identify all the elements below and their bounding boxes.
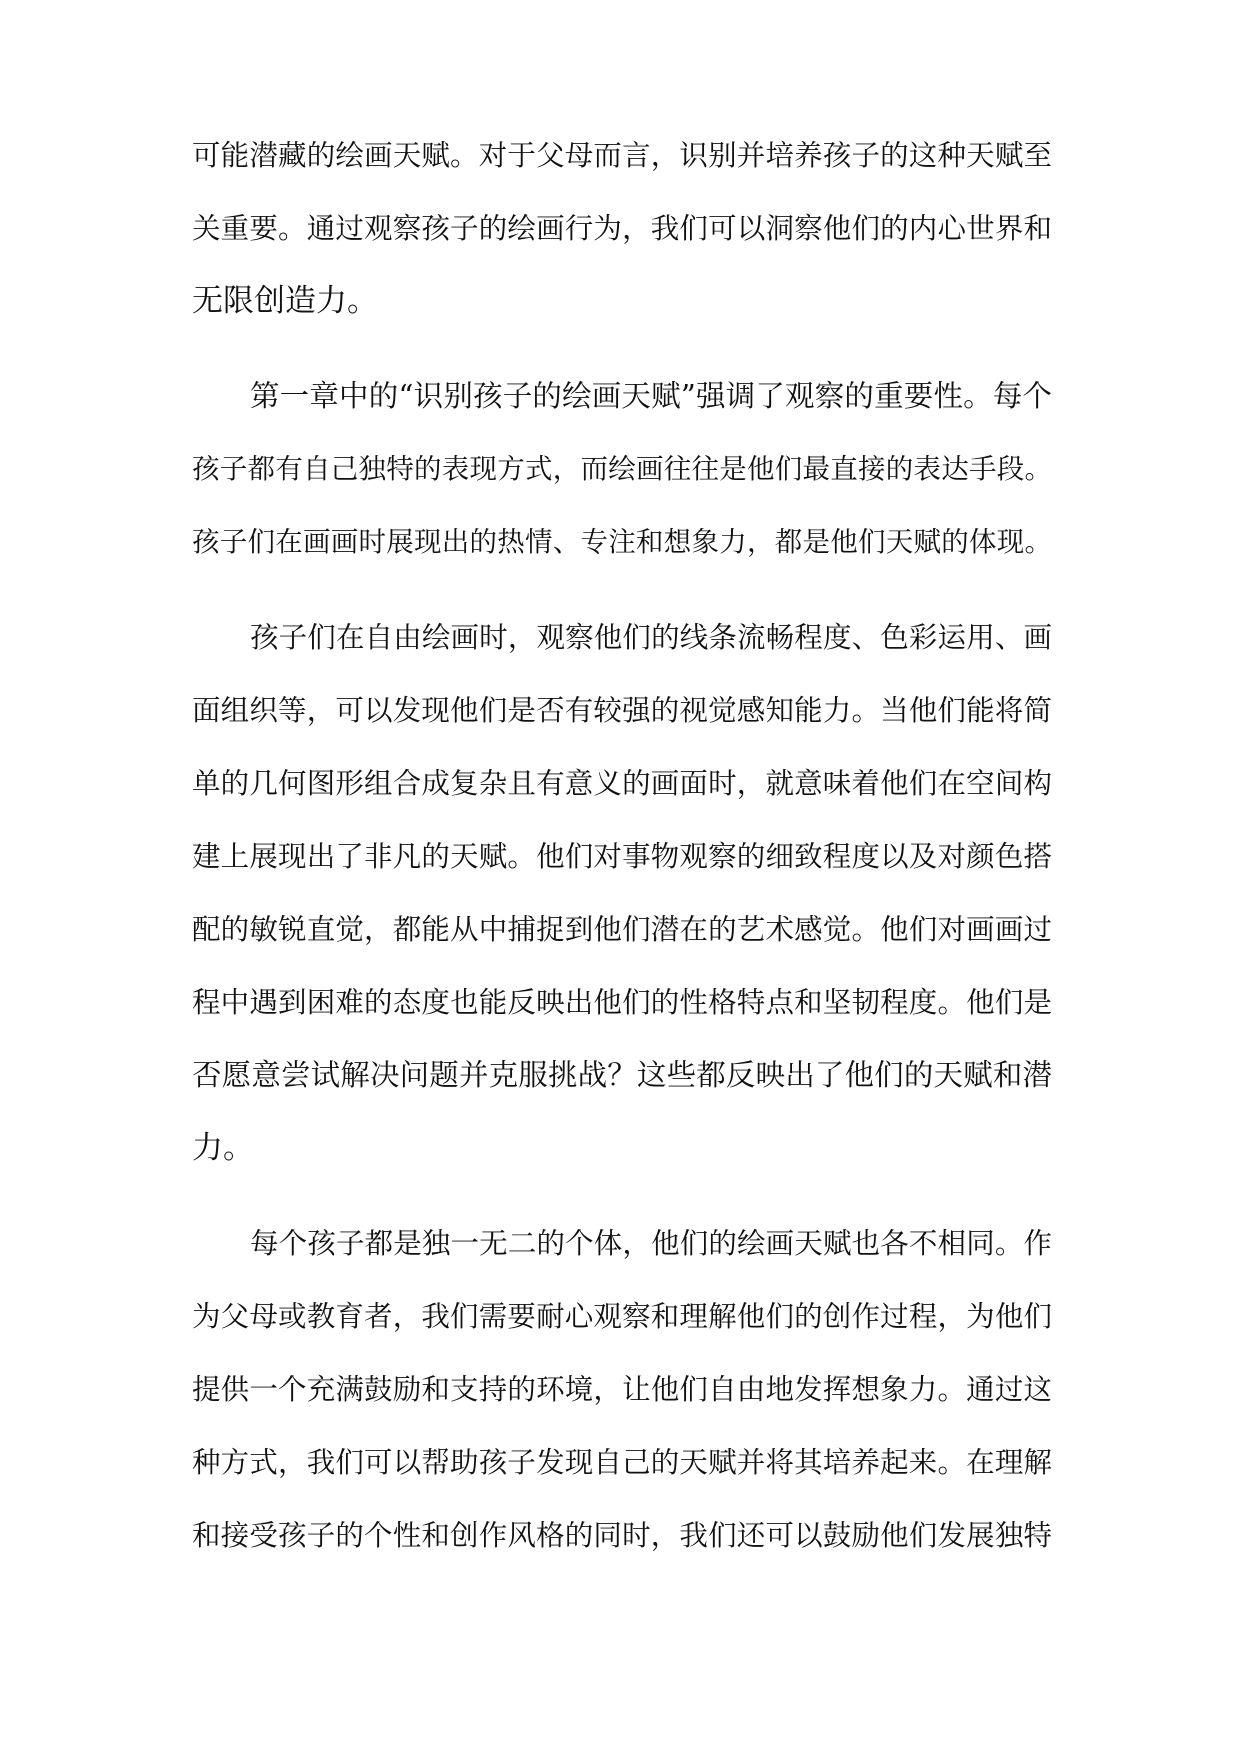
paragraph-line: 孩子都有自己独特的表现方式，而绘画往往是他们最直接的表达手段。 <box>192 453 1052 485</box>
paragraph-line: 孩子们在画画时展现出的热情、专注和想象力，都是他们天赋的体现。 <box>192 526 1052 558</box>
paragraph-line: 建上展现出了非凡的天赋。他们对事物观察的细致程度以及对颜色搭 <box>192 840 1052 873</box>
paragraph-line: 程中遇到困难的态度也能反映出他们的性格特点和坚韧程度。他们是 <box>192 986 1052 1019</box>
paragraph-line: 孩子们在自由绘画时，观察他们的线条流畅程度、色彩运用、画 <box>250 621 1052 654</box>
paragraph-line: 单的几何图形组合成复杂且有意义的画面时，就意味着他们在空间构 <box>192 767 1052 800</box>
paragraph-line: 提供一个充满鼓励和支持的环境，让他们自由地发挥想象力。通过这 <box>192 1373 1052 1406</box>
paragraph-line: 为父母或教育者，我们需要耐心观察和理解他们的创作过程，为他们 <box>192 1300 1052 1333</box>
paragraph-line: 可能潜藏的绘画天赋。对于父母而言，识别并培养孩子的这种天赋至 <box>192 139 1052 172</box>
paragraph-line: 无限创造力。 <box>192 283 378 319</box>
paragraph-line: 力。 <box>192 1130 254 1166</box>
paragraph-line: 第一章中的“识别孩子的绘画天赋”强调了观察的重要性。每个 <box>250 379 1052 413</box>
paragraph-line: 种方式，我们可以帮助孩子发现自己的天赋并将其培养起来。在理解 <box>192 1446 1052 1479</box>
paragraph-line: 面组织等，可以发现他们是否有较强的视觉感知能力。当他们能将简 <box>192 694 1052 727</box>
paragraph-line: 否愿意尝试解决问题并克服挑战？这些都反映出了他们的天赋和潜 <box>192 1058 1052 1092</box>
paragraph-line: 关重要。通过观察孩子的绘画行为，我们可以洞察他们的内心世界和 <box>192 212 1052 245</box>
paragraph-line: 每个孩子都是独一无二的个体，他们的绘画天赋也各不相同。作 <box>250 1227 1052 1260</box>
paragraph-line: 和接受孩子的个性和创作风格的同时，我们还可以鼓励他们发展独特 <box>192 1519 1052 1552</box>
paragraph-line: 配的敏锐直觉，都能从中捕捉到他们潜在的艺术感觉。他们对画画过 <box>192 913 1052 946</box>
